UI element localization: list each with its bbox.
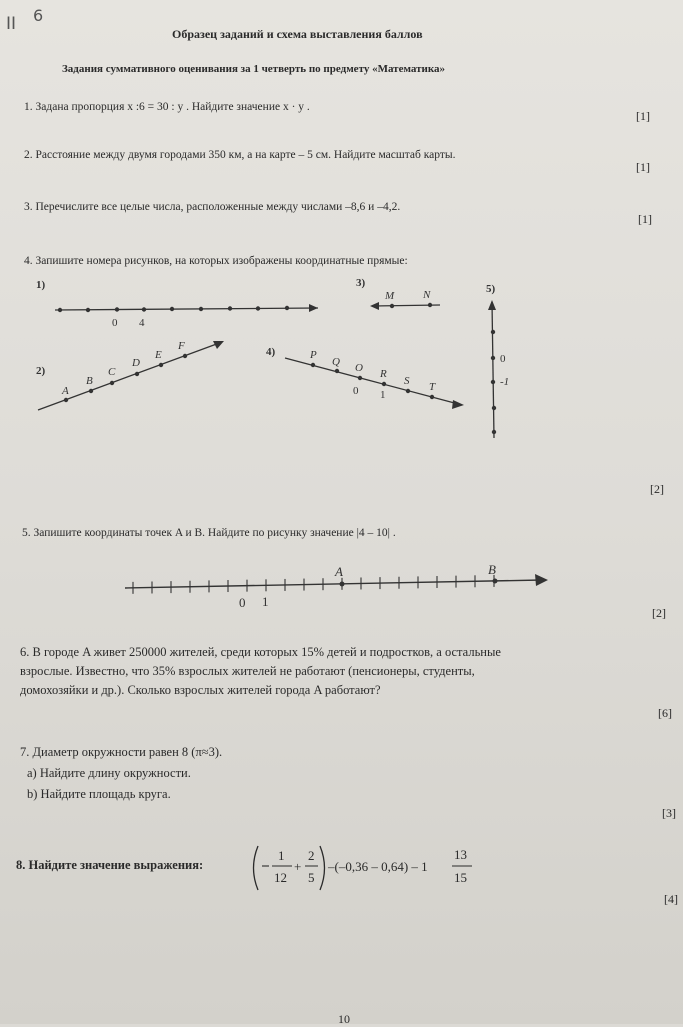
fig4-point-q: Q bbox=[332, 356, 340, 368]
task-5-score: [2] bbox=[652, 606, 666, 620]
fig5-tick-neg1: -1 bbox=[500, 376, 510, 388]
fig2-point-c: C bbox=[108, 366, 116, 378]
fig4-point-p: P bbox=[310, 349, 317, 361]
corner-number: 6 bbox=[33, 6, 44, 25]
frac1-den: 12 bbox=[274, 870, 287, 885]
task-1-score: [1] bbox=[636, 109, 650, 123]
task-6-line-2: взрослые. Известно, что 35% взрослых жителей не работают (пенсионеры, студенты, bbox=[20, 664, 475, 678]
task-3-text: 3. Перечислите все целые числа, расположенные между числами –8,6 и –4,2. bbox=[24, 201, 401, 213]
task-8-score: [4] bbox=[664, 892, 678, 906]
frac2-den: 5 bbox=[308, 870, 315, 885]
plus-sign: + bbox=[294, 859, 302, 874]
page-subtitle: Задания суммативного оценивания за 1 четверть по предмету «Математика» bbox=[62, 63, 446, 75]
fig2-point-f: F bbox=[178, 340, 185, 352]
page-title: Образец заданий и схема выставления баллов bbox=[172, 27, 423, 41]
fig2-label: 2) bbox=[36, 365, 46, 377]
fig2-point-d: D bbox=[132, 357, 140, 369]
fig3-point-n: N bbox=[423, 289, 431, 301]
t5-point-b: B bbox=[488, 562, 496, 577]
fig3-point-m: M bbox=[385, 290, 395, 302]
fig4-point-r: R bbox=[380, 368, 387, 380]
fig4-label: 4) bbox=[266, 346, 276, 358]
fig2-point-b: B bbox=[86, 375, 93, 387]
frac3-den: 15 bbox=[454, 870, 467, 885]
fig4-tick-0: 0 bbox=[353, 385, 359, 397]
expression-middle: –(–0,36 – 0,64) – 1 bbox=[328, 859, 428, 874]
task-8-text: 8. Найдите значение выражения: bbox=[16, 858, 204, 872]
task-6-score: [6] bbox=[658, 706, 672, 720]
t5-tick-1: 1 bbox=[262, 594, 269, 609]
task-7-item-b: b) Найдите площадь круга. bbox=[27, 787, 171, 801]
fig5-tick-0: 0 bbox=[500, 353, 506, 365]
frac2-num: 2 bbox=[308, 848, 315, 863]
fig4-tick-1: 1 bbox=[380, 389, 386, 401]
fig2-point-e: E bbox=[155, 349, 162, 361]
task-6-line-1: 6. В городе A живет 250000 жителей, среди которых 15% детей и подростков, а остальные bbox=[20, 645, 501, 659]
fig1-label: 1) bbox=[36, 279, 46, 291]
fig5-label: 5) bbox=[486, 283, 496, 295]
task-5-text: 5. Запишите координаты точек A и B. Найдите по рисунку значение |4 – 10| . bbox=[22, 527, 396, 539]
frac1-num: 1 bbox=[278, 848, 285, 863]
fig4-point-t: T bbox=[429, 381, 436, 393]
fig2-point-a: A bbox=[62, 385, 69, 397]
task-7-score: [3] bbox=[662, 806, 676, 820]
task-7-text: 7. Диаметр окружности равен 8 (π≈3). bbox=[20, 745, 223, 759]
task-2-text: 2. Расстояние между двумя городами 350 км, а на карте – 5 см. Найдите масштаб карты. bbox=[24, 149, 456, 161]
task-5-number-line bbox=[0, 560, 683, 620]
task-1-text: 1. Задана пропорция x :6 = 30 : y . Найдите значение x · y . bbox=[24, 101, 310, 113]
t5-tick-0: 0 bbox=[239, 595, 246, 610]
task-7-item-a: a) Найдите длину окружности. bbox=[27, 766, 191, 780]
fig1-tick-4: 4 bbox=[139, 317, 145, 329]
t5-point-a: A bbox=[335, 564, 343, 579]
task-4-figures bbox=[0, 270, 683, 450]
fig1-tick-0: 0 bbox=[112, 317, 118, 329]
corner-mark: II bbox=[6, 14, 17, 34]
task-3-score: [1] bbox=[638, 212, 652, 226]
task-4-score: [2] bbox=[650, 482, 664, 496]
task-6-line-3: домохозяйки и др.). Сколько взрослых жителей города A работают? bbox=[20, 683, 381, 697]
page-number: 10 bbox=[338, 1012, 350, 1026]
task-8-expression bbox=[248, 842, 488, 894]
fig3-label: 3) bbox=[356, 277, 366, 289]
fig4-point-s: S bbox=[404, 375, 410, 387]
frac3-num: 13 bbox=[454, 847, 467, 862]
task-4-text: 4. Запишите номера рисунков, на которых изображены координатные прямые: bbox=[24, 255, 408, 267]
task-2-score: [1] bbox=[636, 160, 650, 174]
fig4-point-o: O bbox=[355, 362, 363, 374]
